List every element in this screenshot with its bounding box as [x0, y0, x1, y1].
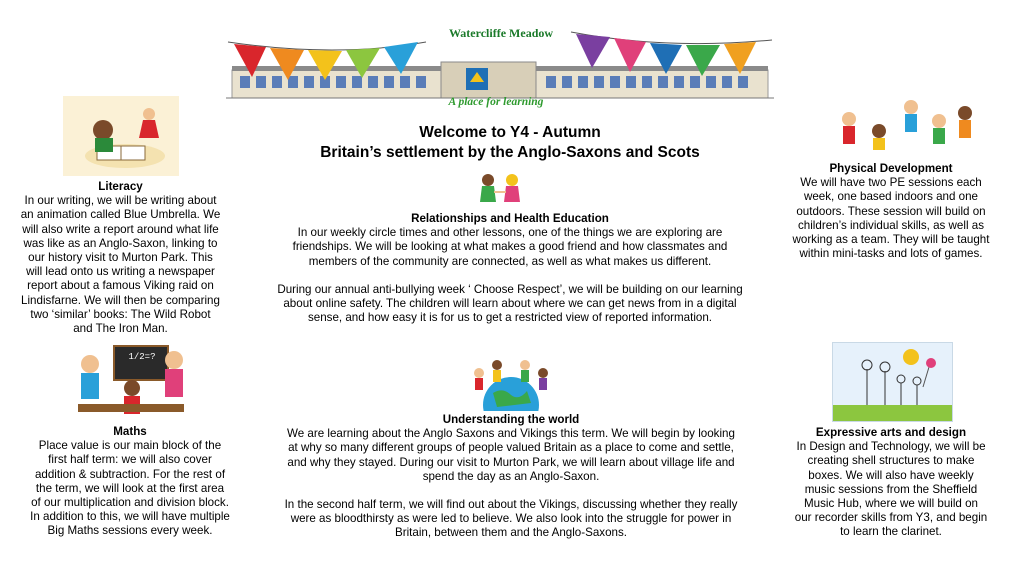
- utw-heading: Understanding the world: [442, 413, 580, 426]
- pd-heading: Physical Development: [829, 162, 953, 175]
- ead-heading: Expressive arts and design: [815, 426, 967, 439]
- school-banner: [226, 22, 774, 112]
- ead-line: boxes. We will also have weekly: [808, 468, 974, 482]
- utw-line: We are learning about the Anglo Saxons and Vikings this term. We will begin by looking: [287, 427, 735, 441]
- friends-image: [474, 172, 526, 210]
- literacy-line: two ‘similar’ books: The Wild Robot: [30, 307, 211, 321]
- literacy-line: In our writing, we will be writing about: [24, 194, 217, 208]
- pd-line: We will have two PE sessions each: [800, 176, 982, 190]
- maths-line: the term, we will look at the first area: [35, 481, 225, 495]
- ead-line: to learn the clarinet.: [840, 525, 942, 539]
- page-title-line2: Britain’s settlement by the Anglo-Saxons and Scots: [320, 144, 700, 161]
- literacy-line: and The Iron Man.: [73, 322, 168, 336]
- building-entrance: [441, 62, 536, 98]
- ead-section: [782, 426, 1000, 540]
- pd-line: children’s individual skills, as well as: [797, 218, 984, 232]
- utw-line: In the second half term, we will find out about the Vikings, discussing whether they really: [284, 498, 738, 512]
- pd-line: within mini-tasks and lots of games.: [799, 247, 983, 261]
- pd-illustration: [835, 97, 979, 155]
- pd-line: week, one based indoors and one: [803, 190, 979, 204]
- utw-line: spend the day as an Anglo-Saxon.: [422, 469, 600, 483]
- literacy-section: [10, 180, 231, 336]
- pd-line: outdoors. These session will build on: [796, 204, 986, 218]
- maths-line: addition & subtraction. For the rest of: [34, 467, 226, 481]
- ead-line: our recorder skills from Y3, and begin: [794, 511, 988, 525]
- utw-line: were as bloodthirsty as were led to believe. We also look into the struggle for power in: [290, 512, 732, 526]
- pd-line: working as a team. They will be taught: [792, 233, 990, 247]
- rhe-line: members of the community are connected, as well as what makes us different.: [308, 254, 712, 268]
- ead-illustration: [832, 342, 953, 422]
- maths-line: of our multiplication and division block.: [31, 496, 229, 510]
- ead-line: creating shell structures to make: [807, 454, 975, 468]
- school-motto: A place for learning: [448, 96, 544, 108]
- utw-illustration: [467, 353, 555, 411]
- utw-line: at why so many different groups of people valued Britain as a place to come and settle,: [288, 441, 734, 455]
- literacy-heading: Literacy: [98, 180, 143, 193]
- active-children-image: [835, 97, 979, 155]
- maths-heading: Maths: [113, 425, 147, 438]
- literacy-line: our history visit to Murton Park. This: [28, 251, 213, 265]
- literacy-line: report about a famous Viking raid on: [27, 279, 214, 293]
- rhe-line: During our annual anti-bullying week ‘ Choose Respect’, we will be building on our learning: [277, 282, 743, 296]
- literacy-line: will also write a report around what life: [22, 222, 219, 236]
- maths-line: In addition to this, we will have multiple: [30, 510, 230, 524]
- school-name: Watercliffe Meadow: [448, 26, 554, 40]
- literacy-line: Lindisfarne. We will then be comparing: [21, 293, 220, 307]
- maths-line: Big Maths sessions every week.: [47, 524, 213, 538]
- maths-illustration: [74, 342, 188, 418]
- rhe-line: about online safety. The children will learn about where we can get news from in a digital: [283, 297, 737, 311]
- page-title-line1: Welcome to Y4 - Autumn: [419, 124, 601, 141]
- board-text: 1/2=?: [128, 352, 156, 362]
- family-drawing-image: [833, 343, 952, 421]
- utw-line: and why they stayed. During our visit to Murton Park, we will learn about village life and: [287, 455, 735, 469]
- literacy-line: was like as an Anglo-Saxon, linking to: [23, 236, 218, 250]
- pd-section: [780, 162, 1002, 261]
- literacy-line: will lead onto us writing a newspaper: [26, 265, 215, 279]
- maths-section: [10, 425, 250, 539]
- page-title: [270, 123, 750, 163]
- literacy-illustration: [63, 96, 179, 176]
- maths-line: Place value is our main block of the: [38, 439, 222, 453]
- ead-line: In Design and Technology, we will be: [796, 440, 986, 454]
- rhe-heading: Relationships and Health Education: [411, 212, 609, 225]
- ead-line: music sessions from the Sheffield: [804, 482, 978, 496]
- maths-line: first half term: we will also cover: [48, 453, 212, 467]
- rhe-line: In our weekly circle times and other lessons, one of the things we are exploring are: [297, 226, 723, 240]
- literacy-line: an animation called Blue Umbrella. We: [20, 208, 221, 222]
- utw-line: Britain, between them and the Anglo-Saxons.: [394, 526, 628, 540]
- rhe-line: sense, and how easy it is for us to get a restricted view of reported information.: [307, 311, 713, 325]
- rhe-section: [260, 212, 760, 325]
- ead-line: Music Hub, where we will build on: [804, 497, 978, 511]
- globe-children-image: [467, 353, 555, 411]
- rhe-illustration: [474, 172, 526, 210]
- rhe-line: friendships. We will be looking at what makes a good friend and how classmates and: [292, 240, 728, 254]
- reading-child-image: [63, 96, 179, 176]
- utw-section: [270, 413, 752, 541]
